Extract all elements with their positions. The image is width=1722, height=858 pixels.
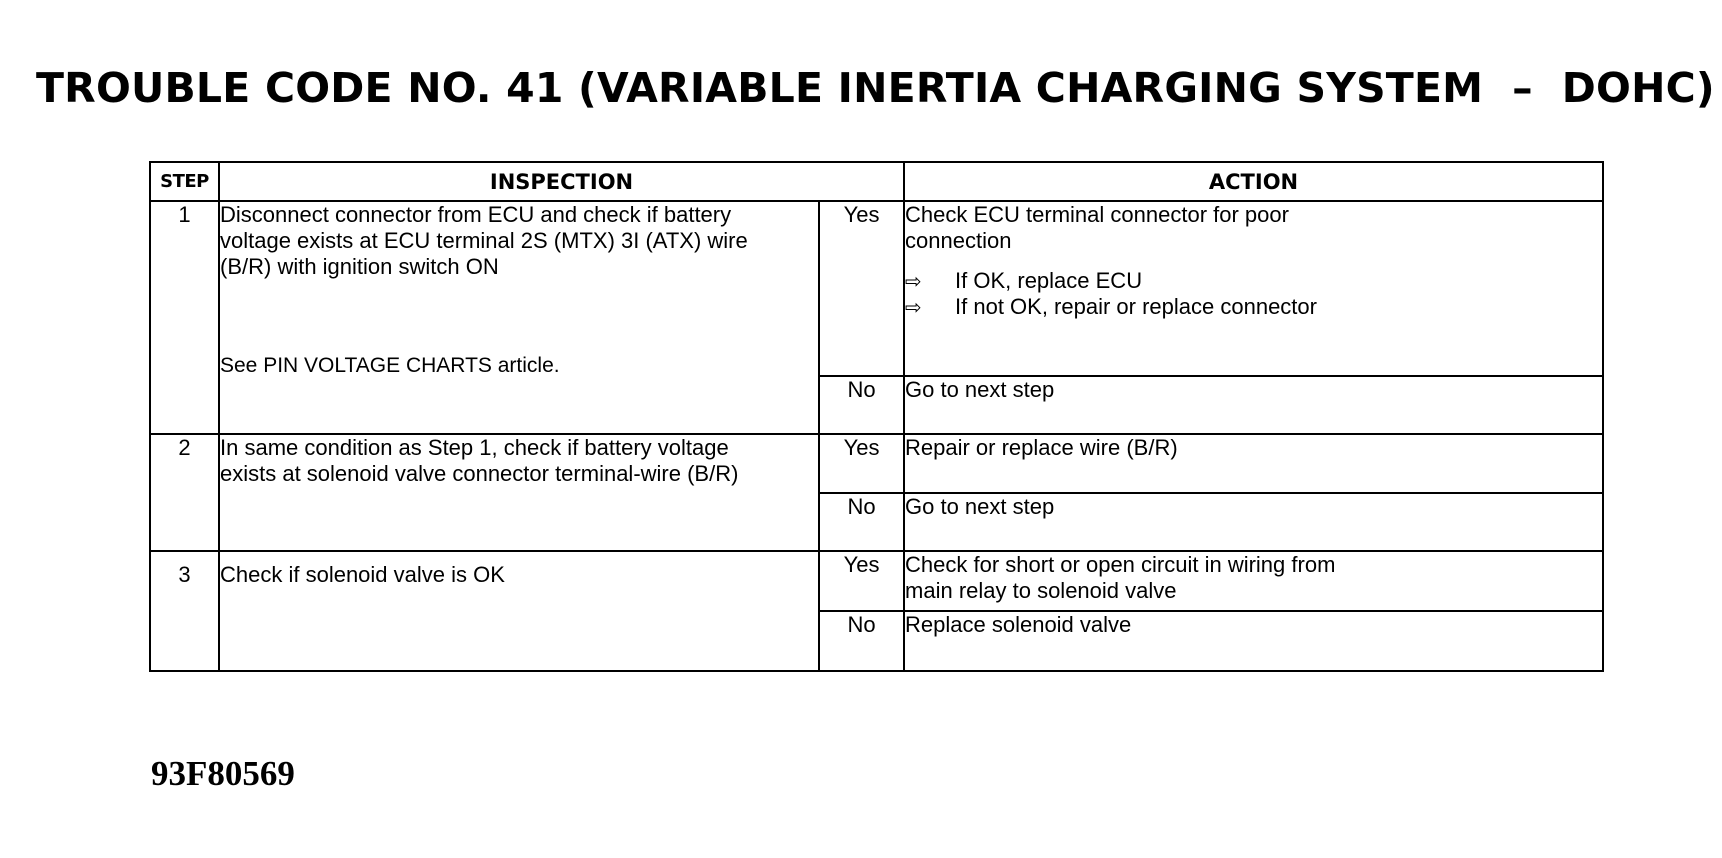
step-column-header: STEP (150, 162, 219, 201)
action-text: Go to next step (904, 376, 1603, 434)
inspection-cell (219, 551, 819, 671)
action-text: Repair or replace wire (B/R) (904, 434, 1603, 493)
table-header-row (150, 162, 1603, 201)
action-cell (904, 551, 1603, 611)
action-text: Check ECU terminal connector for poor connection (905, 202, 1289, 253)
action-text: Go to next step (904, 493, 1603, 551)
table-row (150, 551, 1603, 611)
trouble-code-table (149, 161, 1604, 672)
action-bullet-text: If OK, replace ECU (955, 268, 1143, 293)
inspection-text: In same condition as Step 1, check if battery voltage exists at solenoid valve connector terminal-wire (B/R) (220, 435, 739, 486)
reference-note: See PIN VOLTAGE CHARTS article. (220, 354, 560, 377)
action-text: Check for short or open circuit in wiring from main relay to solenoid valve (905, 552, 1336, 603)
inspection-text: Check if solenoid valve is OK (220, 562, 505, 587)
action-text: Replace solenoid valve (904, 611, 1603, 671)
action-column-header: ACTION (904, 162, 1603, 201)
action-bullet-text: If not OK, repair or replace connector (955, 294, 1317, 319)
answer-yes: Yes (819, 201, 904, 376)
right-arrow-icon: ⇨ (905, 295, 922, 319)
step-number: 3 (150, 551, 219, 671)
inspection-column-header: INSPECTION (219, 162, 904, 201)
figure-id: 93F80569 (151, 754, 295, 793)
answer-yes: Yes (819, 551, 904, 611)
table-row (150, 201, 1603, 376)
step-number: 1 (150, 201, 219, 434)
action-bullet-list (905, 268, 1602, 320)
inspection-text: Disconnect connector from ECU and check if battery voltage exists at ECU terminal 2S (MTX) 3I (ATX) wire (B/R) with ignition switch ON (220, 202, 748, 279)
inspection-cell (219, 434, 819, 551)
answer-no: No (819, 493, 904, 551)
action-bullet-item (905, 268, 1602, 294)
right-arrow-icon: ⇨ (905, 269, 922, 293)
answer-no: No (819, 611, 904, 671)
step-number: 2 (150, 434, 219, 551)
page-title: TROUBLE CODE NO. 41 (VARIABLE INERTIA CHARGING SYSTEM – DOHC) (36, 64, 1715, 112)
answer-no: No (819, 376, 904, 434)
answer-yes: Yes (819, 434, 904, 493)
table-row (150, 434, 1603, 493)
action-bullet-item (905, 294, 1325, 320)
inspection-cell (219, 201, 819, 434)
action-cell (904, 201, 1603, 376)
